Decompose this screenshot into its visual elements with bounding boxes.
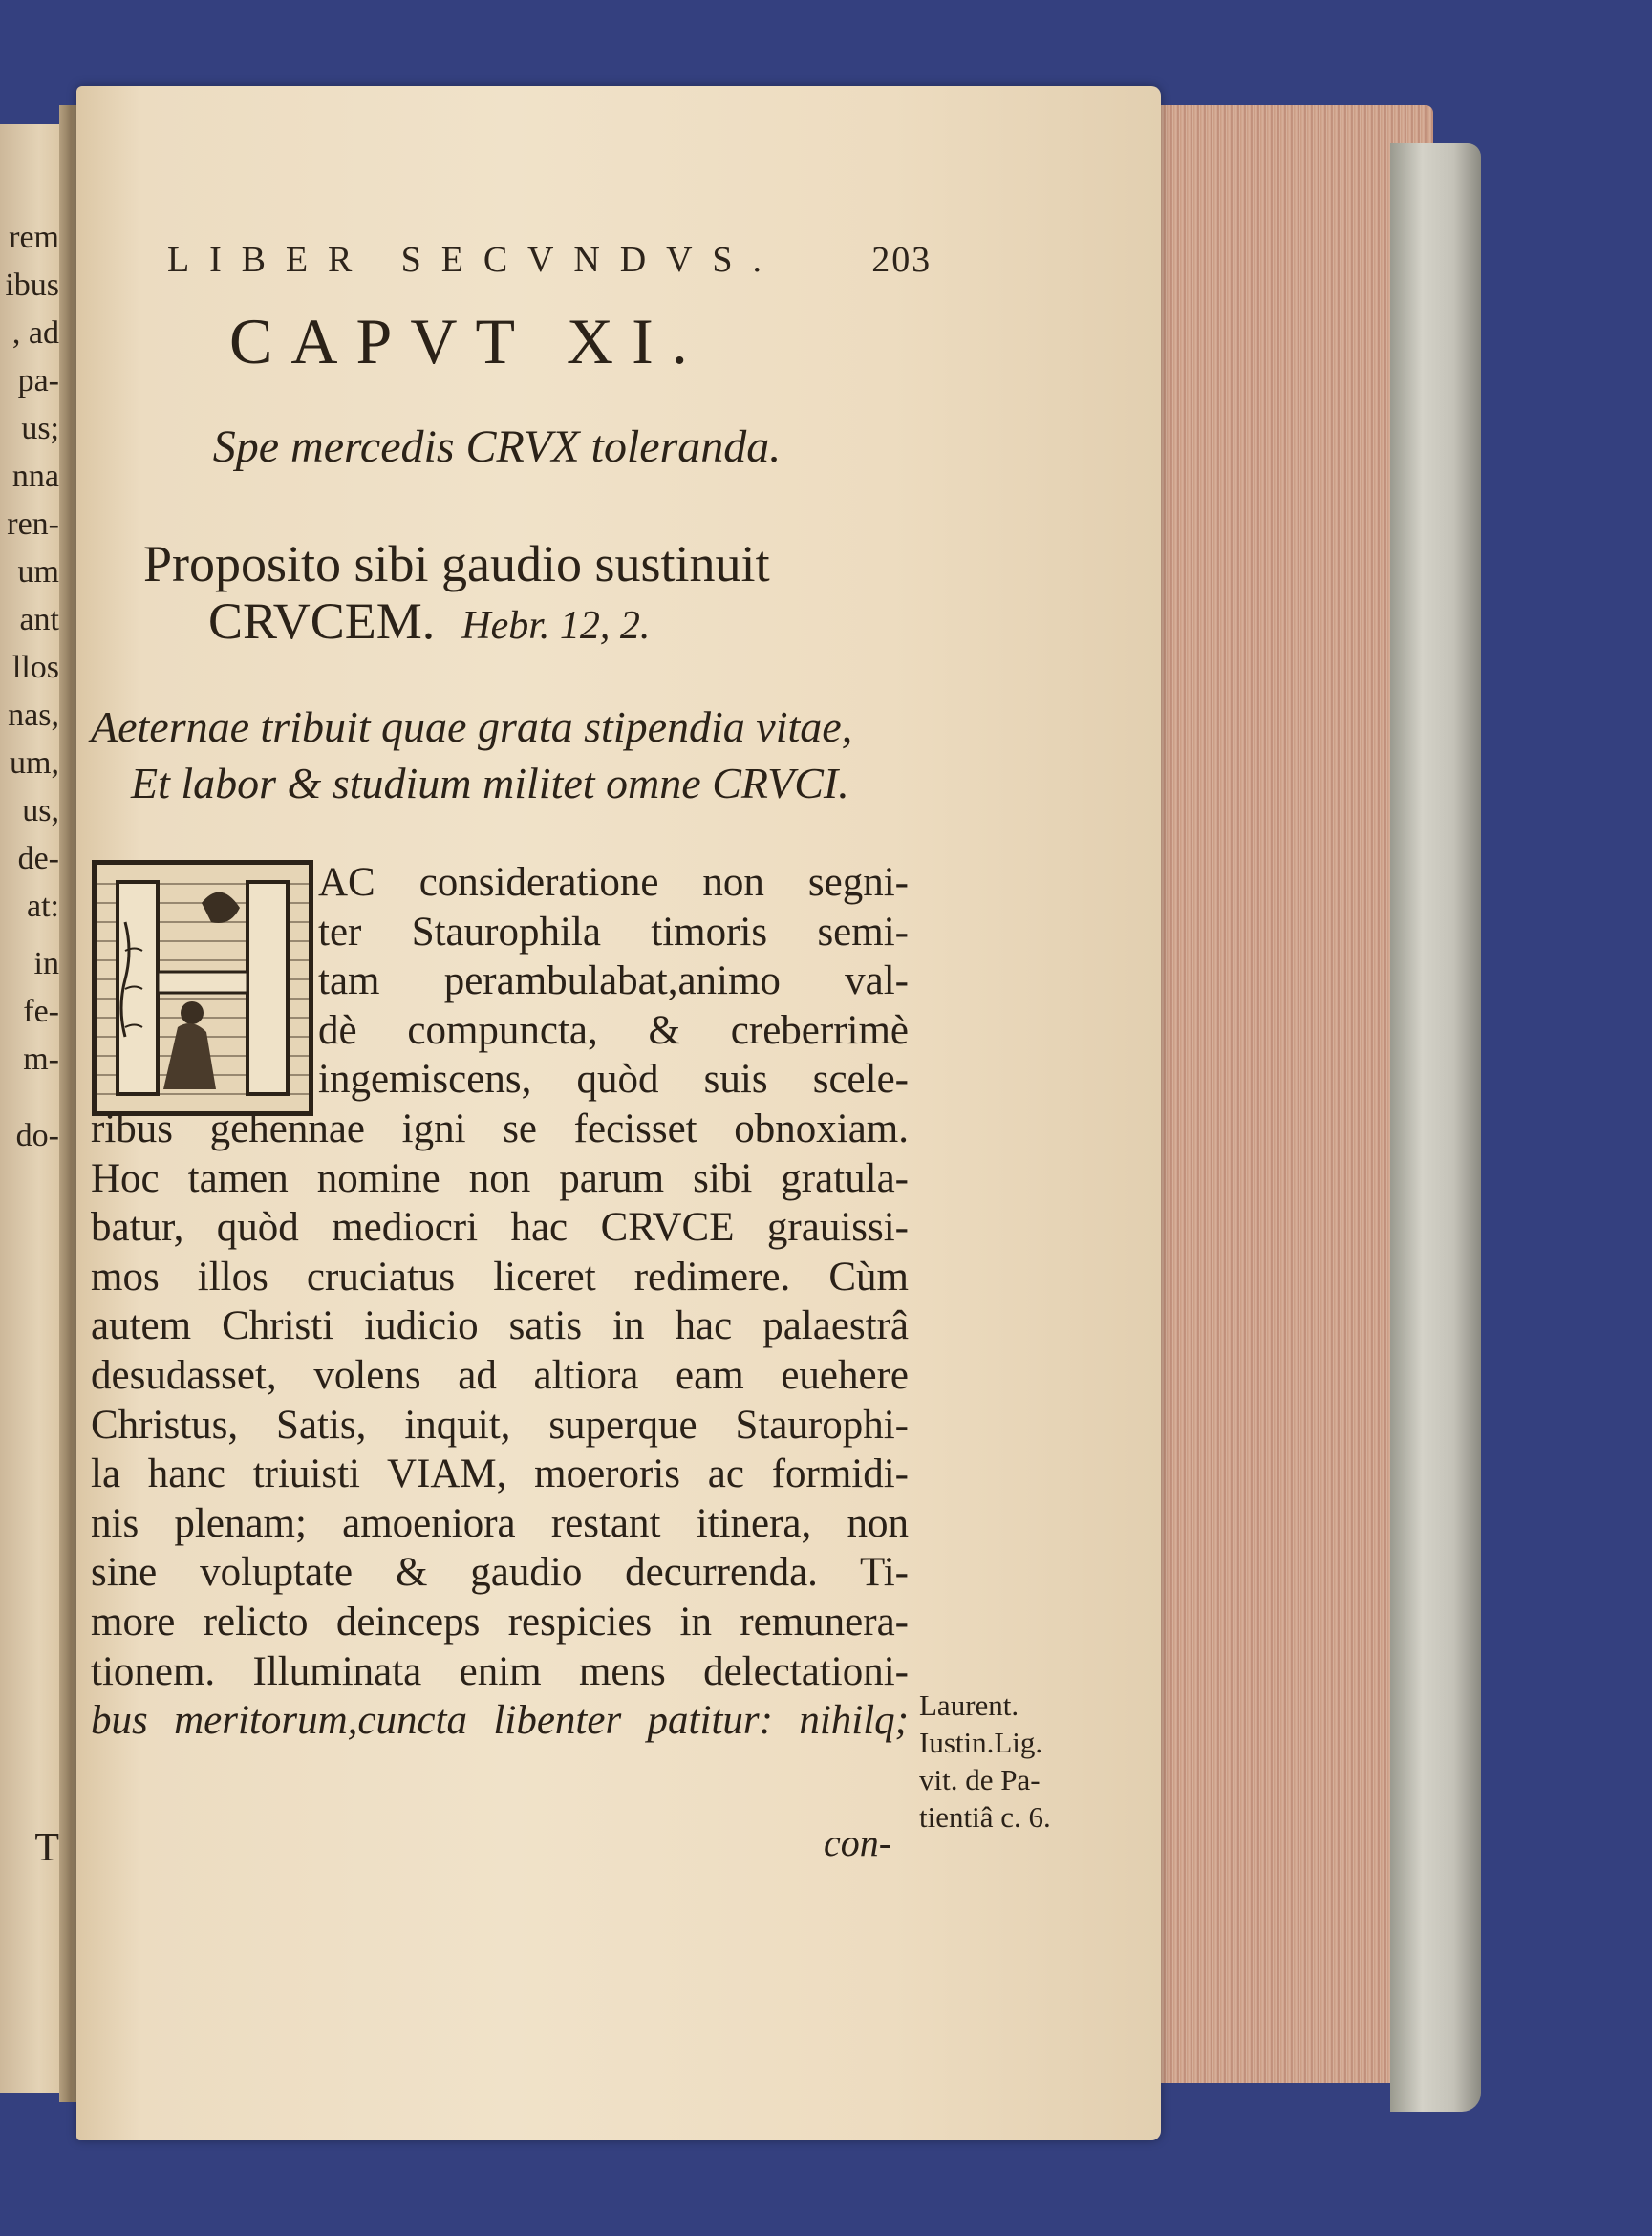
page-number: 203 <box>871 240 932 280</box>
left-page-fragment: nas, <box>8 698 59 733</box>
scripture-line-2: CRVCEM. <box>208 592 436 651</box>
body-line: tionem. Illuminata enim mens delectationi- <box>91 1648 909 1694</box>
body-line: AC consideratione non segni- <box>318 860 909 905</box>
verse-line-1: Aeternae tribuit quae grata stipendia vitae, <box>91 702 853 751</box>
scripture-line-2-wrap <box>143 592 850 650</box>
left-page-fragment: de- <box>17 841 59 876</box>
body-line: ribus gehennae igni se fecisset obnoxiam. <box>91 1106 909 1151</box>
body-line: mos illos cruciatus liceret redimere. Cùm <box>91 1254 909 1300</box>
scripture-reference: Hebr. 12, 2. <box>461 604 651 649</box>
body-line: desudasset, volens ad altiora eam euehere <box>91 1352 909 1398</box>
running-title: LIBER SECVNDVS. <box>167 240 782 280</box>
left-page-fragment: at: <box>27 889 59 924</box>
body-line: Hoc tamen nomine non parum sibi gratula- <box>91 1155 909 1201</box>
left-page-fragment: fe- <box>23 994 59 1029</box>
chapter-heading: CAPVT XI. <box>229 305 706 377</box>
left-page-fragment: ibus <box>5 268 59 303</box>
margin-note-line: tientiâ c. 6. <box>919 1800 1051 1834</box>
left-page-fragment: in <box>33 946 59 981</box>
previous-page-edge <box>0 124 65 2093</box>
body-line: la hanc triuisti VIAM, moeroris ac formidi- <box>91 1451 909 1497</box>
body-line: sine voluptate & gaudio decurrenda. Ti- <box>91 1550 909 1596</box>
left-page-fragment: do- <box>15 1118 59 1153</box>
verse-line-2: Et labor & studium militet omne CRVCI. <box>131 758 849 807</box>
chapter-subtitle: Spe mercedis CRVX toleranda. <box>212 421 782 472</box>
left-page-fragment: um, <box>10 745 59 781</box>
margin-note-line: vit. de Pa- <box>919 1763 1041 1796</box>
margin-note-line: Laurent. <box>919 1688 1019 1722</box>
margin-note <box>919 1687 1091 1836</box>
left-page-fragment: m- <box>23 1042 59 1077</box>
scripture-quote <box>143 535 850 651</box>
body-text <box>91 858 909 1746</box>
left-page-fragment: pa- <box>17 363 59 398</box>
left-page-fragment: um <box>17 554 59 590</box>
scripture-line-1: Proposito sibi gaudio sustinuit <box>143 535 770 592</box>
left-page-fragment: rem <box>9 220 59 255</box>
verse-couplet <box>91 699 912 812</box>
left-page-fragment: , ad <box>11 315 59 351</box>
left-page-fragment: ant <box>19 602 59 637</box>
left-page-fragment: us, <box>22 793 59 828</box>
body-line: Christus, Satis, inquit, superque Staurophi- <box>91 1402 909 1448</box>
running-head <box>167 239 932 287</box>
body-line: dè compuncta, & creberrimè <box>318 1007 909 1053</box>
left-page-fragment: us; <box>21 411 59 446</box>
body-line: ter Staurophila timoris semi- <box>318 909 909 955</box>
book-cover <box>1390 143 1481 2112</box>
left-page-fragment: ren- <box>7 506 59 542</box>
body-line: nis plenam; amoeniora restant itinera, non <box>91 1500 909 1546</box>
body-line: autem Christi iudicio satis in hac palaestrâ <box>91 1303 909 1349</box>
body-line: batur, quòd mediocri hac CRVCE grauissi- <box>91 1205 909 1251</box>
left-page-fragment: T <box>34 1826 59 1870</box>
left-page-fragment: nna <box>11 459 59 494</box>
body-line: ingemiscens, quòd suis scele- <box>318 1057 909 1103</box>
margin-note-line: Iustin.Lig. <box>919 1726 1043 1759</box>
left-page-fragment: llos <box>11 650 59 685</box>
body-line: more relicto deinceps respicies in remunera- <box>91 1599 909 1645</box>
body-line: bus meritorum,cuncta libenter patitur: nihilq; <box>91 1698 909 1744</box>
catchword: con- <box>824 1821 892 1864</box>
body-line: tam perambulabat,animo val- <box>318 958 909 1004</box>
